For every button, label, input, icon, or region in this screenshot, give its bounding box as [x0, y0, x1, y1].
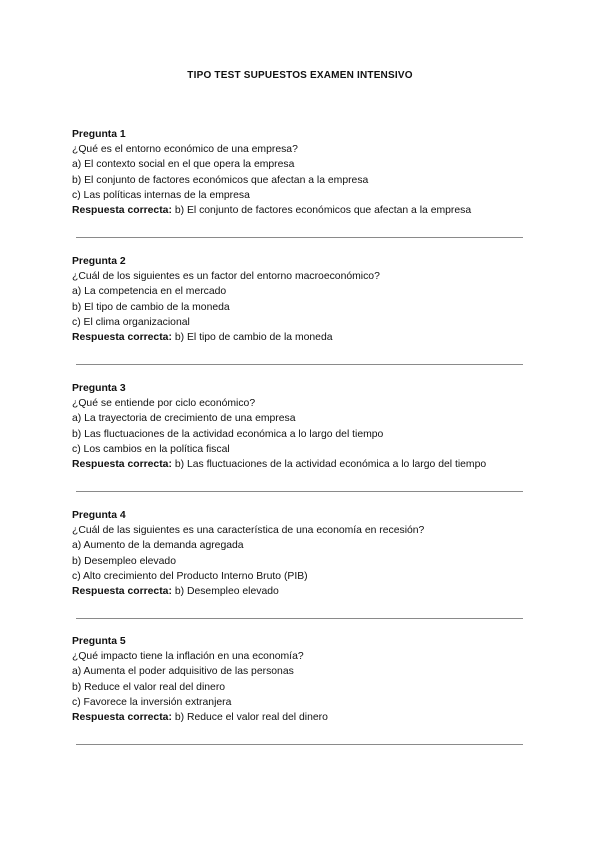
question-prompt: ¿Qué se entiende por ciclo económico? [72, 398, 256, 410]
correct-answer-text: b) Reduce el valor real del dinero [174, 712, 328, 724]
question-block-2 [72, 254, 524, 345]
option-a: a) Aumento de la demanda agregada [72, 540, 244, 552]
section-divider [76, 744, 523, 745]
correct-answer [72, 203, 524, 218]
correct-answer-text: b) Las fluctuaciones de la actividad económica a lo largo del tiempo [174, 459, 487, 471]
question-heading: Pregunta 1 [72, 129, 126, 140]
option-a: a) La competencia en el mercado [72, 286, 227, 298]
correct-answer [72, 584, 524, 599]
option-c: c) Los cambios en la política fiscal [72, 443, 230, 455]
question-heading: Pregunta 2 [72, 256, 126, 267]
question-prompt: ¿Cuál de los siguientes es un factor del entorno macroeconómico? [72, 271, 380, 283]
option-b: b) El tipo de cambio de la moneda [72, 301, 230, 313]
question-block-3 [72, 381, 524, 472]
option-a: a) Aumenta el poder adquisitivo de las personas [72, 666, 294, 678]
question-prompt: ¿Qué impacto tiene la inflación en una economía? [72, 651, 304, 663]
option-b: b) El conjunto de factores económicos que afectan a la empresa [72, 174, 369, 186]
correct-answer-label: Respuesta correcta: [72, 459, 172, 471]
section-divider [76, 237, 523, 238]
correct-answer [72, 457, 524, 472]
page-title: TIPO TEST SUPUESTOS EXAMEN INTENSIVO [187, 70, 413, 81]
question-block-5 [72, 634, 524, 725]
correct-answer-label: Respuesta correcta: [72, 586, 172, 598]
option-b: b) Reduce el valor real del dinero [72, 681, 226, 693]
option-c: c) El clima organizacional [72, 316, 190, 328]
correct-answer-label: Respuesta correcta: [72, 712, 172, 724]
correct-answer-label: Respuesta correcta: [72, 332, 172, 344]
correct-answer-text: b) El tipo de cambio de la moneda [174, 332, 333, 344]
correct-answer [72, 330, 524, 345]
option-b: b) Las fluctuaciones de la actividad económica a lo largo del tiempo [72, 428, 384, 440]
correct-answer-text: b) El conjunto de factores económicos que afectan a la empresa [174, 205, 472, 217]
section-divider [76, 491, 523, 492]
question-heading: Pregunta 3 [72, 383, 126, 394]
question-heading: Pregunta 4 [72, 510, 126, 521]
option-c: c) Las políticas internas de la empresa [72, 189, 250, 201]
option-a: a) La trayectoria de crecimiento de una empresa [72, 413, 296, 425]
question-block-4 [72, 508, 524, 599]
question-block-1 [72, 127, 524, 218]
option-b: b) Desempleo elevado [72, 555, 176, 567]
correct-answer-text: b) Desempleo elevado [174, 586, 279, 598]
option-c: c) Alto crecimiento del Producto Interno Bruto (PIB) [72, 570, 308, 582]
section-divider [76, 364, 523, 365]
correct-answer [72, 710, 524, 725]
section-divider [76, 618, 523, 619]
option-c: c) Favorece la inversión extranjera [72, 696, 232, 708]
correct-answer-label: Respuesta correcta: [72, 205, 172, 217]
question-prompt: ¿Qué es el entorno económico de una empresa? [72, 144, 298, 156]
option-a: a) El contexto social en el que opera la empresa [72, 159, 295, 171]
question-prompt: ¿Cuál de las siguientes es una característica de una economía en recesión? [72, 525, 425, 537]
question-heading: Pregunta 5 [72, 636, 126, 647]
